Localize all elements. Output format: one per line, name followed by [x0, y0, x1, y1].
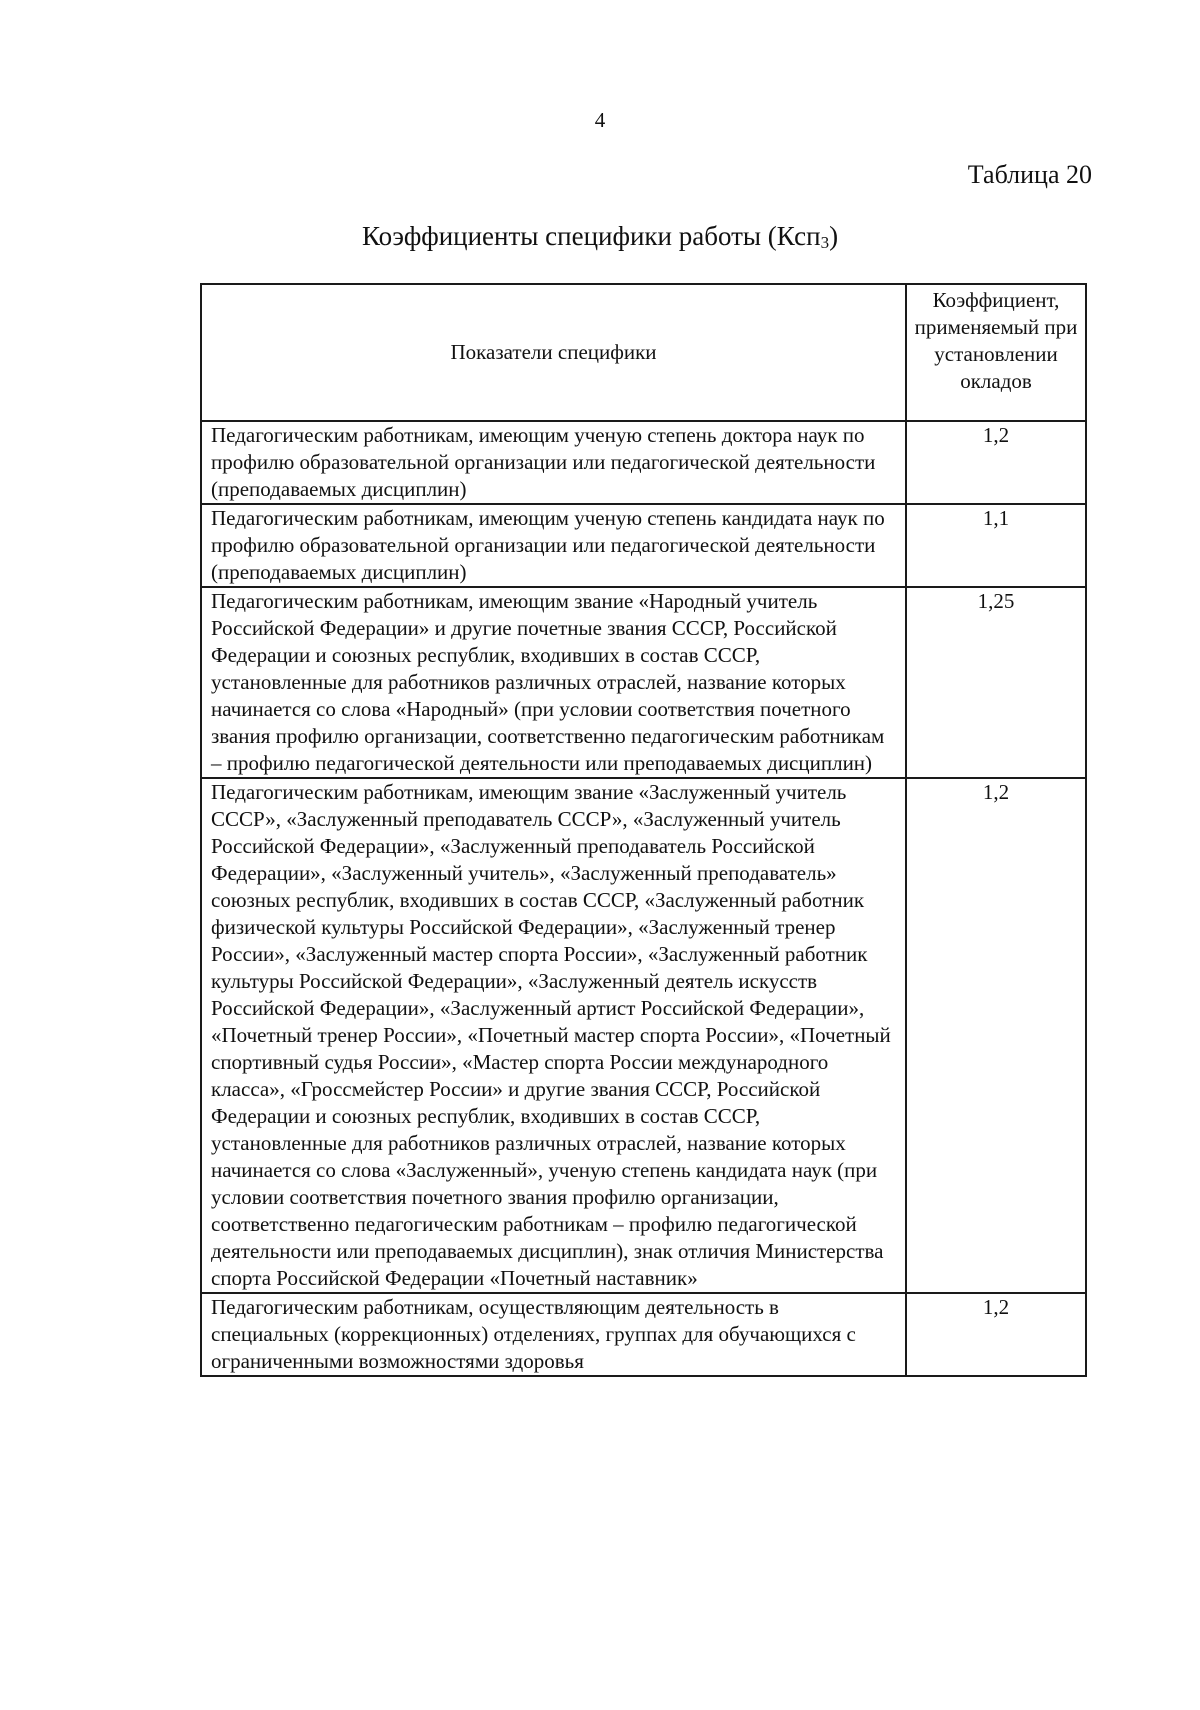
row-indicator: Педагогическим работникам, осуществляющим деятельность в специальных (коррекционных) отделениях, группах для обучающихся с ограниченными возможностями здоровья	[201, 1293, 906, 1376]
table-row	[201, 1293, 1086, 1376]
row-value: 1,1	[906, 504, 1086, 587]
specificity-table	[200, 283, 1087, 1377]
table-row	[201, 587, 1086, 778]
row-value: 1,25	[906, 587, 1086, 778]
row-indicator: Педагогическим работникам, имеющим звание «Народный учитель Российской Федерации» и другие почетные звания СССР, Российской Федерации и союзных республик, входивших в состав СССР, установленные для работников различных отраслей, название которых начинается со слова «Народный» (при условии соответствия почетного звания профилю организации, соответственно педагогическим работникам – профилю педагогической деятельности или преподаваемых дисциплин)	[201, 587, 906, 778]
row-indicator: Педагогическим работникам, имеющим звание «Заслуженный учитель СССР», «Заслуженный преподаватель СССР», «Заслуженный учитель Российской Федерации», «Заслуженный преподаватель Российской Федерации», «Заслуженный учитель», «Заслуженный преподаватель» союзных республик, входивших в состав СССР, «Заслуженный работник физической культуры Российской Федерации», «Заслуженный тренер России», «Заслуженный мастер спорта России», «Заслуженный работник культуры Российской Федерации», «Заслуженный деятель искусств Российской Федерации», «Заслуженный артист Российской Федерации», «Почетный тренер России», «Почетный мастер спорта России», «Почетный спортивный судья России», «Мастер спорта России международного класса», «Гроссмейстер России» и другие звания СССР, Российской Федерации и союзных республик, входивших в состав СССР, установленные для работников различных отраслей, название которых начинается со слова «Заслуженный», ученую степень кандидата наук (при условии соответствия почетного звания профилю организации, соответственно педагогическим работникам – профилю педагогической деятельности или преподаваемых дисциплин), знак отличия Министерства спорта Российской Федерации «Почетный наставник»	[201, 778, 906, 1293]
row-value: 1,2	[906, 421, 1086, 504]
table-row	[201, 778, 1086, 1293]
title-text: Коэффициенты специфики работы (Ксп	[361, 221, 821, 251]
title-subscript: 3	[820, 233, 830, 252]
document-title	[0, 220, 1200, 259]
row-indicator: Педагогическим работникам, имеющим ученую степень доктора наук по профилю образовательной организации или педагогической деятельности (преподаваемых дисциплин)	[201, 421, 906, 504]
header-coefficient: Коэффициент, применяемый при установлении окладов	[906, 284, 1086, 421]
table-row	[201, 421, 1086, 504]
header-indicator: Показатели специфики	[201, 284, 906, 421]
row-value: 1,2	[906, 1293, 1086, 1376]
table-label: Таблица 20	[967, 160, 1092, 189]
title-close: )	[829, 221, 839, 251]
table-header-row	[201, 284, 1086, 421]
page-number: 4	[594, 108, 606, 132]
row-indicator: Педагогическим работникам, имеющим ученую степень кандидата наук по профилю образовательной организации или педагогической деятельности (преподаваемых дисциплин)	[201, 504, 906, 587]
table-row	[201, 504, 1086, 587]
row-value: 1,2	[906, 778, 1086, 1293]
